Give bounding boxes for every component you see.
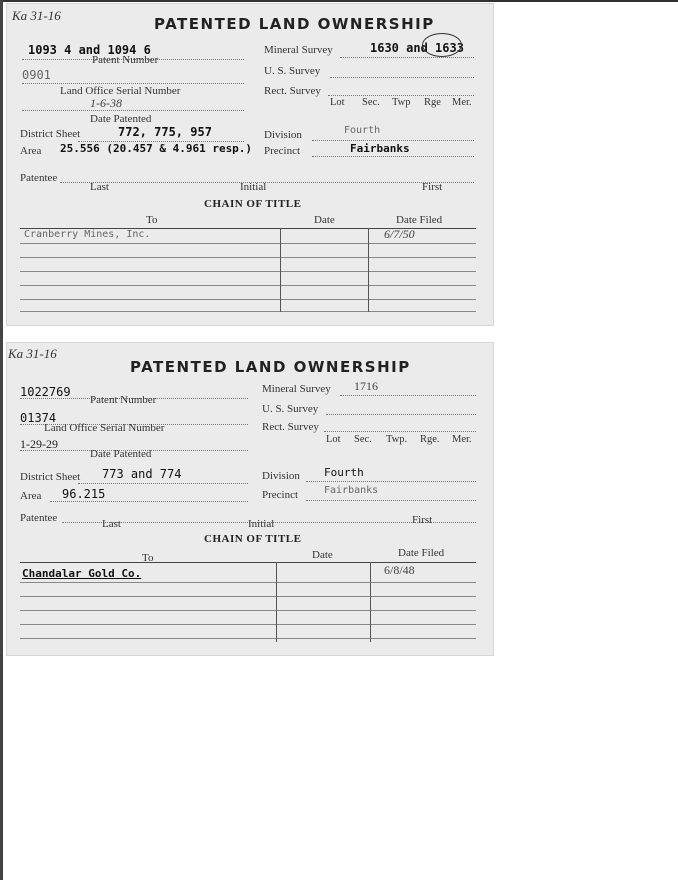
mineral-survey-circle-mark (422, 33, 462, 57)
chain-col-date: Date (314, 214, 335, 226)
rect-col-lot: Lot (326, 434, 341, 445)
mineral-survey-label: Mineral Survey (262, 383, 331, 395)
division-value: Fourth (344, 125, 381, 136)
us-survey-line (326, 414, 476, 415)
chain-row-rule-5 (20, 299, 476, 300)
chain-row-rule-6 (20, 311, 476, 312)
rect-survey-line (324, 431, 476, 432)
area-line (50, 501, 248, 502)
area-label: Area (20, 490, 42, 502)
chain-row-rule-2 (20, 257, 476, 258)
division-value: Fourth (324, 466, 364, 479)
patentee-label: Patentee (20, 512, 58, 524)
chain-divider-date (276, 562, 277, 642)
rect-col-mer: Mer. (452, 434, 472, 445)
district-sheet-value: 773 and 774 (102, 467, 182, 481)
patentee-col-initial: Initial (248, 518, 275, 530)
rect-col-sec: Sec. (354, 434, 372, 445)
chain-row-rule-3 (20, 610, 476, 611)
land-ownership-card-2 (6, 342, 494, 656)
district-sheet-label: District Sheet (20, 471, 81, 483)
patentee-col-first: First (412, 514, 433, 526)
chain-row-1-to: Chandalar Gold Co. (22, 567, 142, 580)
date-patented-label: Date Patented (90, 448, 152, 460)
chain-divider-date (280, 228, 281, 312)
area-value: 25.556 (20.457 & 4.961 resp.) (60, 142, 253, 155)
mineral-survey-value: 1630 and 1633 (370, 41, 464, 55)
rect-col-twp: Twp (392, 97, 411, 108)
chain-col-date-filed: Date Filed (396, 214, 443, 226)
rect-col-mer: Mer. (452, 97, 472, 108)
date-patented-line (22, 110, 244, 111)
card-reference: Ka 31-16 (12, 8, 61, 23)
chain-row-1-date-filed: 6/8/48 (384, 563, 415, 577)
area-label: Area (20, 145, 42, 157)
rect-survey-label: Rect. Survey (262, 421, 319, 433)
us-survey-label: U. S. Survey (264, 65, 321, 77)
division-label: Division (262, 470, 300, 482)
chain-divider-filed (368, 228, 369, 312)
precinct-label: Precinct (262, 489, 299, 501)
precinct-line (306, 500, 476, 501)
us-survey-label: U. S. Survey (262, 403, 319, 415)
chain-row-rule-4 (20, 624, 476, 625)
chain-row-1-to: Cranberry Mines, Inc. (24, 229, 151, 240)
chain-col-to: To (146, 214, 158, 226)
patent-number-value: 1022769 (20, 385, 71, 399)
chain-of-title-heading: CHAIN OF TITLE (204, 533, 302, 545)
area-value: 96.215 (62, 487, 106, 501)
us-survey-line (330, 77, 474, 78)
patent-number-label: Patent Number (92, 54, 159, 66)
precinct-label: Precinct (264, 145, 301, 157)
mineral-survey-line (340, 57, 474, 58)
rect-survey-label: Rect. Survey (264, 85, 321, 97)
patentee-col-last: Last (102, 518, 121, 530)
precinct-value: Fairbanks (324, 485, 379, 496)
page-top-edge (0, 0, 678, 2)
serial-number-value: 01374 (20, 411, 57, 425)
division-label: Division (264, 129, 302, 141)
rect-col-lot: Lot (330, 97, 345, 108)
patent-number-label: Patent Number (90, 394, 157, 406)
precinct-line (312, 156, 474, 157)
division-line (312, 140, 474, 141)
chain-row-rule-1 (20, 243, 476, 244)
chain-col-date-filed: Date Filed (398, 547, 445, 559)
serial-number-value: 0901 (22, 68, 51, 82)
patentee-col-initial: Initial (240, 181, 267, 193)
mineral-survey-value: 1716 (354, 379, 378, 393)
page-left-edge (0, 0, 3, 880)
district-sheet-line (78, 483, 248, 484)
land-ownership-card-1 (6, 3, 494, 326)
patentee-label: Patentee (20, 172, 58, 184)
rect-col-sec: Sec. (362, 97, 380, 108)
card-reference: Ka 31-16 (8, 346, 57, 361)
mineral-survey-label: Mineral Survey (264, 44, 333, 56)
chain-row-rule-4 (20, 285, 476, 286)
district-sheet-label: District Sheet (20, 128, 81, 140)
patentee-col-first: First (422, 181, 443, 193)
chain-col-to: To (142, 552, 154, 564)
card-title: PATENTED LAND OWNERSHIP (154, 15, 435, 33)
rect-col-twp: Twp. (386, 434, 408, 445)
chain-col-date: Date (312, 549, 333, 561)
chain-row-1-date-filed: 6/7/50 (384, 227, 415, 241)
mineral-survey-line (340, 395, 476, 396)
rect-col-rge: Rge. (420, 434, 440, 445)
chain-row-rule-2 (20, 596, 476, 597)
serial-number-label: Land Office Serial Number (44, 422, 165, 434)
precinct-value: Fairbanks (350, 142, 410, 155)
rect-survey-line (328, 95, 474, 96)
serial-number-label: Land Office Serial Number (60, 85, 181, 97)
serial-number-line (22, 83, 244, 84)
patentee-col-last: Last (90, 181, 109, 193)
patent-number-value: 1093 4 and 1094 6 (28, 43, 151, 57)
chain-row-rule-5 (20, 638, 476, 639)
district-sheet-value: 772, 775, 957 (118, 125, 212, 139)
chain-of-title-heading: CHAIN OF TITLE (204, 198, 302, 210)
date-patented-value: 1-29-29 (20, 437, 58, 451)
date-patented-value: 1-6-38 (90, 96, 122, 110)
chain-divider-filed (370, 562, 371, 642)
chain-row-rule-3 (20, 271, 476, 272)
patentee-line (60, 182, 474, 183)
date-patented-label: Date Patented (90, 113, 152, 125)
rect-col-rge: Rge (424, 97, 441, 108)
chain-row-rule-1 (20, 582, 476, 583)
card-title: PATENTED LAND OWNERSHIP (130, 358, 411, 376)
division-line (306, 481, 476, 482)
